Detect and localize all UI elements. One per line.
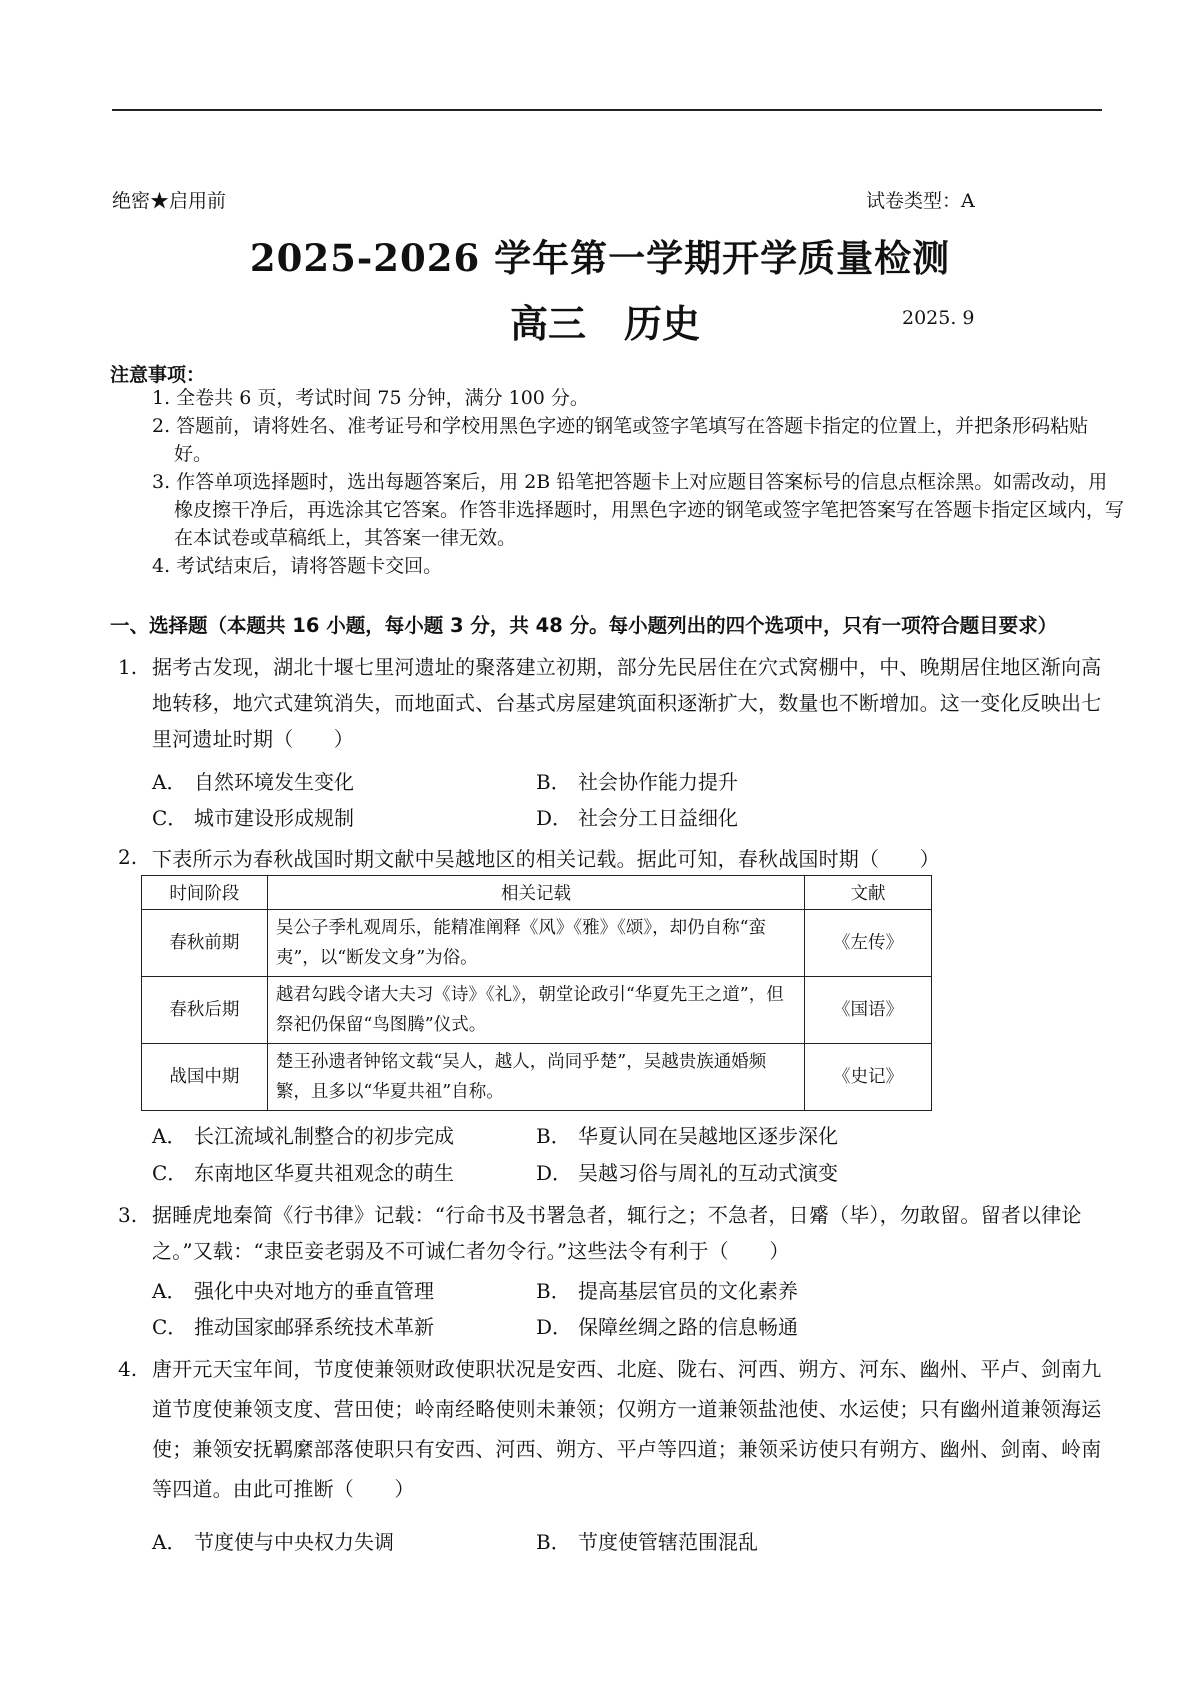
- question-stem: 据睡虎地秦简《行书律》记载：“行命书及书署急者，辄行之；不急者，日觱（毕），勿敢留。留者以律论之。”又载：“隶臣妾老弱及不可诚仁者勿令行。”这些法令有利于（ ）: [152, 1203, 1082, 1263]
- option-b: B． 社会协作能力提升: [536, 770, 738, 794]
- source-cell: 《史记》: [805, 1044, 932, 1111]
- table-row: [142, 1044, 932, 1111]
- option-c: C． 推动国家邮驿系统技术革新: [152, 1315, 434, 1339]
- table-header-row: [142, 876, 932, 910]
- record-cell: 吴公子季札观周乐，能精准阐释《风》《雅》《颂》，却仍自称“蛮夷”，以“断发文身”为俗。: [267, 910, 804, 977]
- exam-subtitle: 高三 历史: [510, 301, 701, 346]
- question-stem: 下表所示为春秋战国时期文献中吴越地区的相关记载。据此可知，春秋战国时期（ ）: [152, 847, 940, 871]
- exam-title: 2025-2026 学年第一学期开学质量检测: [249, 236, 951, 280]
- period-cell: 春秋后期: [142, 977, 268, 1044]
- option-a: A． 长江流域礼制整合的初步完成: [152, 1124, 454, 1148]
- option-a: A． 强化中央对地方的垂直管理: [152, 1279, 434, 1303]
- confidential-label: 绝密★启用前: [112, 190, 227, 212]
- table-row: [142, 910, 932, 977]
- option-b: B． 提高基层官员的文化素养: [536, 1279, 798, 1303]
- option-c: C． 城市建设形成规制: [152, 806, 354, 830]
- option-d: D． 保障丝绸之路的信息畅通: [536, 1315, 798, 1339]
- table-row: [142, 977, 932, 1044]
- option-d: D． 社会分工日益细化: [536, 806, 738, 830]
- notes-heading: 注意事项：: [110, 364, 206, 386]
- question-number: 2.: [118, 845, 138, 869]
- period-cell: 战国中期: [142, 1044, 268, 1111]
- period-cell: 春秋前期: [142, 910, 268, 977]
- exam-date: 2025. 9: [902, 307, 975, 329]
- option-a: A． 节度使与中央权力失调: [152, 1530, 394, 1554]
- source-cell: 《左传》: [805, 910, 932, 977]
- note-item: 2. 答题前，请将姓名、准考证号和学校用黑色字迹的钢笔或签字笔填写在答题卡指定的位置上，并把条形码粘贴好。: [152, 415, 1089, 465]
- option-d: D． 吴越习俗与周礼的互动式演变: [536, 1161, 838, 1185]
- question-number: 4.: [118, 1357, 138, 1381]
- question-number: 3.: [118, 1203, 138, 1227]
- column-header: 文献: [805, 876, 932, 910]
- record-cell: 楚王孙遗者钟铭文载“吴人，越人，尚同乎楚”，吴越贵族通婚频繁，且多以“华夏共祖”自称。: [267, 1044, 804, 1111]
- column-header: 时间阶段: [142, 876, 268, 910]
- records-table: [141, 875, 932, 1111]
- option-c: C． 东南地区华夏共祖观念的萌生: [152, 1161, 454, 1185]
- source-cell: 《国语》: [805, 977, 932, 1044]
- question-stem: 唐开元天宝年间，节度使兼领财政使职状况是安西、北庭、陇右、河西、朔方、河东、幽州、平卢、剑南九道节度使兼领支度、营田使；岭南经略使则未兼领；仅朔方一道兼领盐池使、水运使；只有幽州道兼领海运使；兼领安抚羁縻部落使职只有安西、河西、朔方、平卢等四道；兼领采访使只有朔方、幽州、剑南、岭南等四道。由此可推断（ ）: [152, 1357, 1102, 1501]
- option-b: B． 节度使管辖范围混乱: [536, 1530, 758, 1554]
- section-heading: 一、选择题（本题共 16 小题，每小题 3 分，共 48 分。每小题列出的四个选项中，只有一项符合题目要求）: [110, 614, 1058, 637]
- paper-type-label: 试卷类型：A: [866, 190, 975, 212]
- option-a: A． 自然环境发生变化: [152, 770, 354, 794]
- note-item: 1. 全卷共 6 页，考试时间 75 分钟，满分 100 分。: [152, 387, 589, 409]
- question-number: 1.: [118, 655, 138, 679]
- question-stem: 据考古发现，湖北十堰七里河遗址的聚落建立初期，部分先民居住在穴式窝棚中，中、晚期居住地区渐向高地转移，地穴式建筑消失，而地面式、台基式房屋建筑面积逐渐扩大，数量也不断增加。这一变化反映出七里河遗址时期（ ）: [152, 655, 1102, 751]
- column-header: 相关记载: [267, 876, 804, 910]
- note-item: 3. 作答单项选择题时，选出每题答案后，用 2B 铅笔把答题卡上对应题目答案标号的信息点框涂黑。如需改动，用橡皮擦干净后，再选涂其它答案。作答非选择题时，用黑色字迹的钢笔或签字笔把答案写在答题卡指定区域内，写在本试卷或草稿纸上，其答案一律无效。: [152, 471, 1125, 549]
- top-rule: [112, 109, 1102, 111]
- note-item: 4. 考试结束后，请将答题卡交回。: [152, 555, 443, 577]
- record-cell: 越君勾践令诸大夫习《诗》《礼》，朝堂论政引“华夏先王之道”，但祭祀仍保留“鸟图腾”仪式。: [267, 977, 804, 1044]
- option-b: B． 华夏认同在吴越地区逐步深化: [536, 1124, 838, 1148]
